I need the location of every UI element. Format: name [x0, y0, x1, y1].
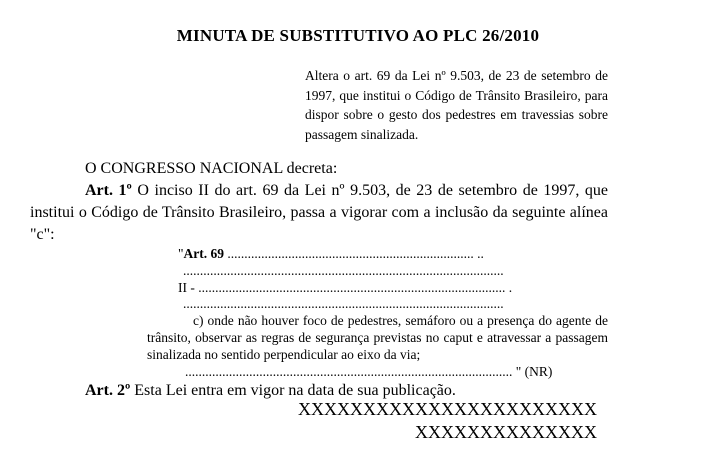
quote-inciso-ii-dots: ........................................................................................... . [198, 279, 513, 295]
signature-placeholder-line-2: XXXXXXXXXXXXXX [415, 422, 597, 443]
quote-dotted-line-1: ............................................................................................... [183, 262, 504, 278]
article-2-label: Art. 2º [85, 382, 131, 400]
ementa-paragraph: Altera o art. 69 da Lei nº 9.503, de 23 de setembro de 1997, que institui o Código de Trânsito Brasileiro, para dispor sobre o gesto dos pedestres em travessias sobre passagem sinalizada. [305, 68, 608, 142]
quote-inciso-ii-line [147, 280, 608, 297]
quote-dotted-line-2: ............................................................................................... [183, 296, 504, 312]
preamble-line: O CONGRESSO NACIONAL decreta: [85, 160, 338, 177]
signature-placeholder-line-1: XXXXXXXXXXXXXXXXXXXXXXX [298, 399, 597, 420]
body-text [30, 158, 608, 246]
article-1-text: O inciso II do art. 69 da Lei nº 9.503, de 23 de setembro de 1997, que institui o Código de Trânsito Brasileiro, passa a vigorar com a inclusão da seguinte alínea "c": [30, 182, 608, 243]
document-title: MINUTA DE SUBSTITUTIVO AO PLC 26/2010 [176, 26, 540, 45]
quote-art69-dots: ......................................................................... .. [224, 246, 484, 261]
quote-inciso-ii-label: II - [178, 279, 199, 295]
quote-closing-nr-line: ................................................................................................. " (NR) [185, 363, 553, 379]
quote-art69-line [147, 246, 608, 263]
article-1-paragraph [30, 180, 608, 246]
quote-art69-label: Art. 69 [183, 246, 225, 261]
quote-alinea-c-paragraph: c) onde não houver foco de pedestres, semáforo ou a presença do agente de trânsito, observar as regras de segurança previstas no caput e atravessar a passagem sinalizada no sentido perpendicular ao eixo da via; [147, 313, 608, 362]
article-2-text: Esta Lei entra em vigor na data de sua publicação. [130, 382, 456, 400]
quote-open-quote: " [178, 246, 184, 261]
signature-placeholder-block [0, 398, 597, 444]
article-1-label: Art. 1º [85, 182, 132, 199]
quoted-law-block [147, 246, 608, 380]
